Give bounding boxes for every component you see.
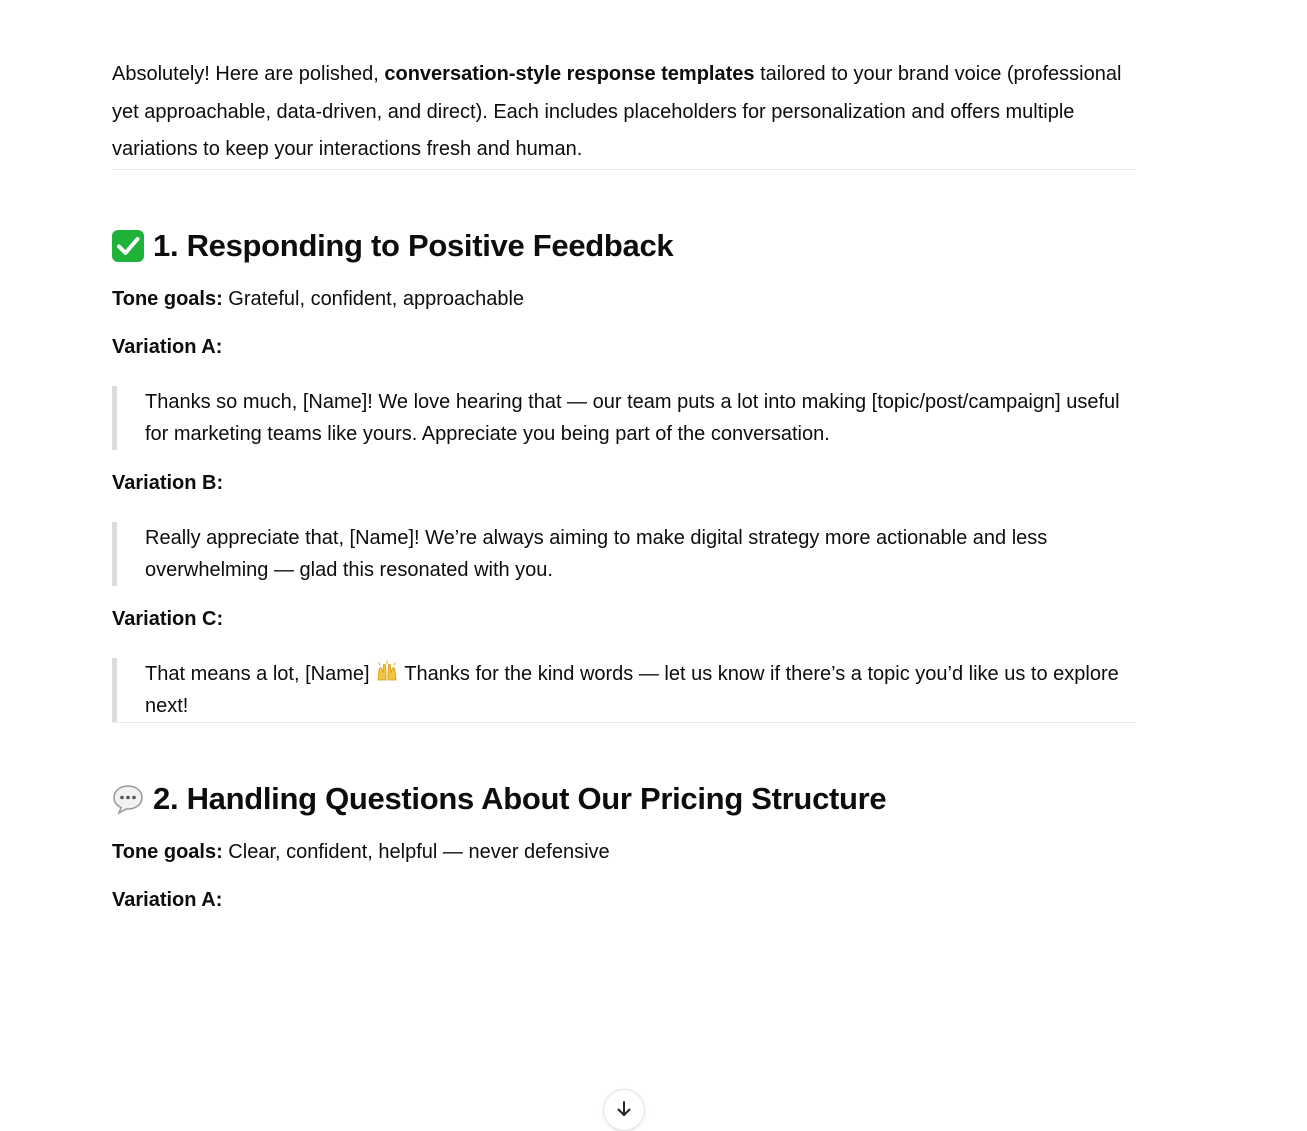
intro-paragraph <box>112 56 1136 169</box>
intro-bold: conversation-style response templates <box>384 63 755 85</box>
assistant-response <box>112 56 1136 915</box>
raising-hands-icon <box>375 660 399 684</box>
speech-balloon-icon <box>112 783 144 815</box>
template-quote <box>112 658 1136 722</box>
section-title-text: 2. Handling Questions About Our Pricing Structure <box>153 780 887 816</box>
variation-label: Variation A: <box>112 335 223 358</box>
variation-label: Variation C: <box>112 607 224 630</box>
tone-label: Tone goals: <box>112 287 223 310</box>
tone-value: Grateful, confident, approachable <box>222 287 525 310</box>
template-text-after: Thanks for the kind words — let us know if there’s a topic you’d like us to explore next! <box>145 662 1119 717</box>
section-pricing-questions <box>112 779 1136 915</box>
template-text-before: That means a lot, [Name] <box>145 662 376 685</box>
template-quote <box>112 386 1136 450</box>
intro-lead: Absolutely! Here are polished, <box>112 63 385 85</box>
arrow-down-icon <box>615 1100 633 1118</box>
tone-value: Clear, confident, helpful — never defensive <box>222 840 610 863</box>
variation-label: Variation A: <box>112 888 223 911</box>
template-text: Thanks so much, [Name]! We love hearing that — our team puts a lot into making [topic/post/campaign] useful for marketing teams like yours. Appreciate you being part of the conversation. <box>145 390 1120 445</box>
section-title <box>112 226 1136 266</box>
template-quote <box>112 522 1136 586</box>
intro-rest: tailored to your brand voice (professional yet approachable, data-driven, and direct). Each includes placeholders for personalization and offers multiple variations to keep your interactions fresh and human. <box>112 63 1122 160</box>
section-divider <box>112 169 1136 170</box>
section-positive-feedback <box>112 226 1136 722</box>
template-text: Really appreciate that, [Name]! We’re always aiming to make digital strategy more actionable and less overwhelming — glad this resonated with you. <box>145 526 1048 581</box>
section-title <box>112 779 1136 819</box>
tone-label: Tone goals: <box>112 840 223 863</box>
tone-goals <box>112 284 1136 314</box>
section-divider <box>112 722 1136 723</box>
template-text <box>145 658 1136 722</box>
variation-label: Variation B: <box>112 471 224 494</box>
section-title-text: 1. Responding to Positive Feedback <box>153 227 674 263</box>
scroll-to-bottom-button[interactable] <box>603 1089 645 1131</box>
check-mark-button-icon <box>112 230 144 262</box>
tone-goals <box>112 837 1136 867</box>
